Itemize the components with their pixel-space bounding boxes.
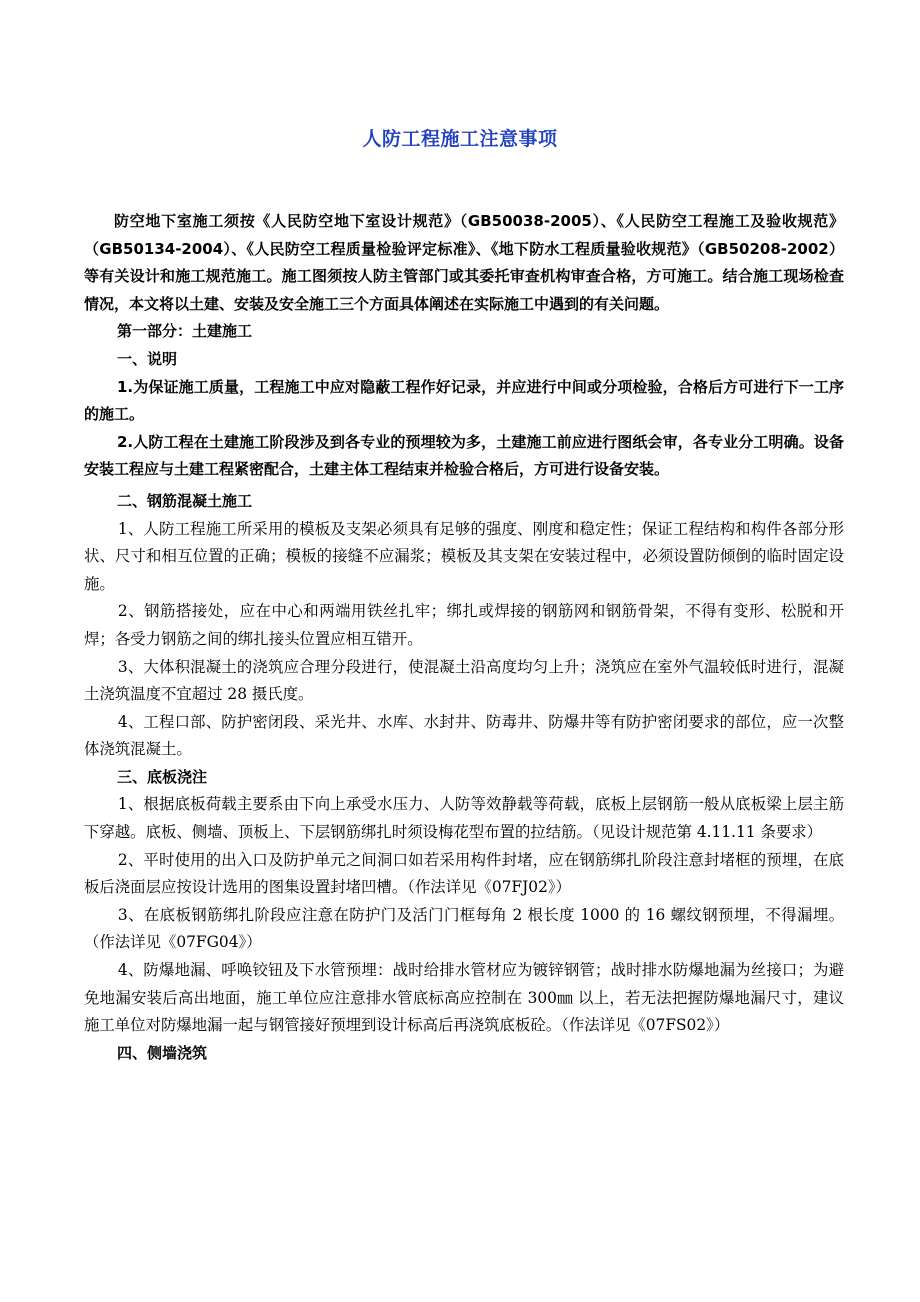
section3-item-3-text: 3、在底板钢筋绑扎阶段应注意在防护门及活门门框每角 2 根长度 1000 的 16 螺纹钢预埋，不得漏埋。（作法详见《07FG04》） — [84, 905, 844, 952]
section2-item-4-text: 4、工程口部、防护密闭段、采光井、水库、水封井、防毒井、防爆井等有防护密闭要求的部位，应一次整体浇筑混凝土。 — [84, 712, 844, 759]
section3-item-1-text: 1、根据底板荷载主要系由下向上承受水压力、人防等效静载等荷载，底板上层钢筋一般从底板梁上层主筋下穿越。底板、侧墙、顶板上、下层钢筋绑扎时须设梅花型布置的拉结筋。（见设计规范第 4.11.11 条要求） — [84, 795, 844, 842]
section3-item — [84, 847, 844, 902]
document-title: 人防工程施工注意事项 — [362, 128, 558, 150]
section1-heading: 一、说明 — [117, 349, 178, 368]
section1-item — [84, 374, 844, 429]
section1-item-1-text: 1.为保证施工质量，工程施工中应对隐蔽工程作好记录，并应进行中间或分项检验，合格后方可进行下一工序的施工。 — [84, 377, 844, 424]
document-body — [84, 208, 844, 1067]
section1-item — [84, 429, 844, 484]
section2-item — [84, 516, 844, 599]
section1-item-2-text: 2.人防工程在土建施工阶段涉及到各专业的预埋较为多，土建施工前应进行图纸会审，各专业分工明确。设备安装工程应与土建工程紧密配合，土建主体工程结束并检验合格后，方可进行设备安装。 — [84, 432, 844, 479]
section2-item-1-text: 1、人防工程施工所采用的模板及支架必须具有足够的强度、刚度和稳定性；保证工程结构和构件各部分形状、尺寸和相互位置的正确；模板的接缝不应漏浆；模板及其支架在安装过程中，必须设置防倾倒的临时固定设施。 — [84, 519, 844, 593]
intro-paragraph: 防空地下室施工须按《人民防空地下室设计规范》（GB50038-2005）、《人民防空工程施工及验收规范》（GB50134-2004）、《人民防空工程质量检验评定标准》、《地下防水工程质量验收规范》（GB50208-2002）等有关设计和施工规范施工。施工图须按人防主管部门或其委托审查机构审查合格，方可施工。结合施工现场检查情况，本文将以土建、安装及安全施工三个方面具体阐述在实际施工中遇到的有关问题。 — [84, 212, 844, 313]
section3-item-2-text: 2、平时使用的出入口及防护单元之间洞口如若采用构件封堵，应在钢筋绑扎阶段注意封堵框的预埋，在底板后浇面层应按设计选用的图集设置封堵凹槽。（作法详见《07FJ02》） — [84, 850, 844, 897]
section3-item — [84, 902, 844, 957]
section3-item-4-text: 4、防爆地漏、呼唤铰钮及下水管预埋：战时给排水管材应为镀锌钢管；战时排水防爆地漏为丝接口；为避免地漏安装后高出地面，施工单位应注意排水管底标高应控制在 300㎜ 以上，若无法把握防爆地漏尺寸，建议施工单位对防爆地漏一起与钢管接好预埋到设计标高后再浇筑底板砼。（作法详见《07FS02》） — [84, 961, 844, 1035]
section3-item — [84, 957, 844, 1040]
section2-heading: 二、钢筋混凝土施工 — [117, 491, 253, 510]
section3-item — [84, 791, 844, 846]
section2-item — [84, 709, 844, 764]
section2-item-3-text: 3、大体积混凝土的浇筑应合理分段进行，使混凝土沿高度均匀上升；浇筑应在室外气温较低时进行，混凝土浇筑温度不宜超过 28 摄氏度。 — [84, 657, 844, 704]
part1-heading: 第一部分：土建施工 — [117, 322, 253, 341]
section3-heading: 三、底板浇注 — [117, 767, 208, 786]
section2-item-2-text: 2、钢筋搭接处，应在中心和两端用铁丝扎牢；绑扎或焊接的钢筋网和钢筋骨架，不得有变形、松脱和开焊；各受力钢筋之间的绑扎接头位置应相互错开。 — [84, 602, 844, 648]
section2-item — [84, 654, 844, 709]
section2-item — [84, 598, 844, 653]
section4-heading: 四、侧墙浇筑 — [117, 1043, 208, 1062]
